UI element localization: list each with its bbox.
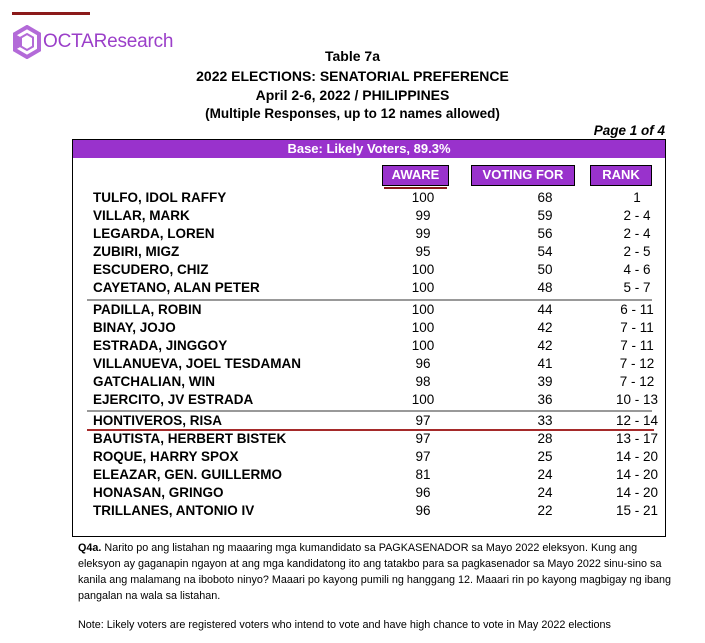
voting-value: 42 — [537, 338, 553, 353]
table-note: (Multiple Responses, up to 12 names allowed) — [205, 106, 500, 121]
table-row — [93, 320, 663, 338]
candidate-name: HONASAN, GRINGO — [93, 485, 224, 500]
rank-value: 4 - 6 — [623, 262, 651, 277]
aware-value: 97 — [415, 413, 431, 428]
table-title: Table 7a — [325, 48, 380, 64]
voting-value: 36 — [537, 392, 553, 407]
voting-value: 59 — [537, 208, 553, 223]
table-row — [93, 302, 663, 320]
column-header-aware: AWARE — [382, 165, 449, 186]
candidate-name: ZUBIRI, MIGZ — [93, 244, 180, 259]
voting-value: 68 — [537, 190, 553, 205]
aware-value: 100 — [411, 280, 435, 295]
candidate-name: TULFO, IDOL RAFFY — [93, 190, 227, 205]
footnote: Note: Likely voters are registered voters who intend to vote and have high chance to vote in May 2022 elections — [78, 619, 611, 631]
rank-value: 2 - 4 — [623, 226, 651, 241]
table-row — [93, 392, 663, 410]
candidate-name: EJERCITO, JV ESTRADA — [93, 392, 254, 407]
table-row — [93, 503, 663, 521]
logo-text: OCTAResearch — [43, 31, 174, 52]
voting-value: 48 — [537, 280, 553, 295]
candidate-name: CAYETANO, ALAN PETER — [93, 280, 260, 295]
candidate-name: ESTRADA, JINGGOY — [93, 338, 228, 353]
aware-value: 96 — [415, 503, 431, 518]
aware-value: 96 — [415, 356, 431, 371]
rank-value: 1 — [633, 190, 641, 205]
candidate-name: ELEAZAR, GEN. GUILLERMO — [93, 467, 282, 482]
voting-value: 22 — [537, 503, 553, 518]
rank-value: 14 - 20 — [615, 485, 659, 500]
voting-value: 44 — [537, 302, 553, 317]
candidate-name: VILLAR, MARK — [93, 208, 190, 223]
rank-value: 5 - 7 — [623, 280, 651, 295]
voting-value: 25 — [537, 449, 553, 464]
voting-value: 41 — [537, 356, 553, 371]
rank-value: 6 - 11 — [620, 302, 654, 317]
voting-value: 24 — [537, 467, 553, 482]
rank-value: 2 - 4 — [623, 208, 651, 223]
voting-value: 33 — [537, 413, 553, 428]
rank-value: 12 - 14 — [615, 413, 659, 428]
candidate-name: BAUTISTA, HERBERT BISTEK — [93, 431, 287, 446]
aware-value: 100 — [411, 302, 435, 317]
candidate-name: BINAY, JOJO — [93, 320, 176, 335]
cutoff-line — [87, 429, 654, 431]
rank-value: 7 - 11 — [620, 320, 654, 335]
table-row — [93, 356, 663, 374]
voting-value: 42 — [537, 320, 553, 335]
rank-value: 7 - 11 — [620, 338, 654, 353]
column-header-rank: RANK — [590, 165, 652, 186]
rank-value: 13 - 17 — [615, 431, 659, 446]
candidate-name: TRILLANES, ANTONIO IV — [93, 503, 255, 518]
candidate-name: LEGARDA, LOREN — [93, 226, 215, 241]
voting-value: 56 — [537, 226, 553, 241]
table-row — [93, 485, 663, 503]
aware-value: 97 — [415, 449, 431, 464]
voting-value: 50 — [537, 262, 553, 277]
aware-value: 100 — [411, 320, 435, 335]
table-row — [93, 431, 663, 449]
voting-value: 39 — [537, 374, 553, 389]
rank-value: 10 - 13 — [615, 392, 659, 407]
candidate-name: VILLANUEVA, JOEL TESDAMAN — [93, 356, 302, 371]
table-date-place: April 2-6, 2022 / PHILIPPINES — [255, 87, 450, 103]
aware-value: 100 — [411, 338, 435, 353]
table-row — [93, 208, 663, 226]
top-accent-bar — [12, 12, 90, 15]
table-row — [93, 280, 663, 298]
aware-header-underline — [384, 187, 447, 189]
rank-value: 14 - 20 — [615, 467, 659, 482]
rank-value: 7 - 12 — [619, 374, 655, 389]
rank-value: 7 - 12 — [619, 356, 655, 371]
aware-value: 99 — [415, 208, 431, 223]
table-row — [93, 190, 663, 208]
page-number: Page 1 of 4 — [593, 123, 665, 138]
question-text — [78, 540, 678, 604]
aware-value: 99 — [415, 226, 431, 241]
table-row — [93, 226, 663, 244]
rank-value: 15 - 21 — [615, 503, 659, 518]
candidate-name: ESCUDERO, CHIZ — [93, 262, 209, 277]
aware-value: 95 — [415, 244, 431, 259]
voting-value: 24 — [537, 485, 553, 500]
question-label: Q4a. — [78, 542, 102, 554]
aware-value: 97 — [415, 431, 431, 446]
table-row — [93, 244, 663, 262]
aware-value: 96 — [415, 485, 431, 500]
table-row — [93, 338, 663, 356]
aware-value: 81 — [415, 467, 431, 482]
group-separator — [87, 299, 652, 301]
voting-value: 54 — [537, 244, 553, 259]
aware-value: 100 — [411, 190, 435, 205]
aware-value: 100 — [411, 262, 435, 277]
table-row — [93, 374, 663, 392]
candidate-name: GATCHALIAN, WIN — [93, 374, 215, 389]
table-subtitle: 2022 ELECTIONS: SENATORIAL PREFERENCE — [196, 68, 509, 84]
question-body: Narito po ang listahan ng maaaring mga kumandidato sa PAGKASENADOR sa Mayo 2022 eleksyon. Kung ang eleksyon ay gaganapin ngayon at ang mga kandidatong ito ang tatakbo para sa pagkasenador sa Mayo 2022 sinu-sino sa kanila ang malamang na iboboto ninyo? Maaari po kayong pumili ng hanggang 12. Maaari rin po kayong magbigay ng ibang pangalan na wala sa listahan. — [78, 542, 672, 602]
candidate-name: ROQUE, HARRY SPOX — [93, 449, 239, 464]
table-row — [93, 449, 663, 467]
aware-value: 100 — [411, 392, 435, 407]
candidate-name: HONTIVEROS, RISA — [93, 413, 223, 428]
rank-value: 2 - 5 — [623, 244, 651, 259]
base-banner: Base: Likely Voters, 89.3% — [73, 140, 665, 158]
results-table — [72, 139, 666, 537]
voting-value: 28 — [537, 431, 553, 446]
aware-value: 98 — [415, 374, 431, 389]
column-header-voting: VOTING FOR — [471, 165, 575, 186]
table-row — [93, 262, 663, 280]
rank-value: 14 - 20 — [615, 449, 659, 464]
candidate-name: PADILLA, ROBIN — [93, 302, 202, 317]
group-separator — [87, 410, 652, 412]
table-row — [93, 467, 663, 485]
